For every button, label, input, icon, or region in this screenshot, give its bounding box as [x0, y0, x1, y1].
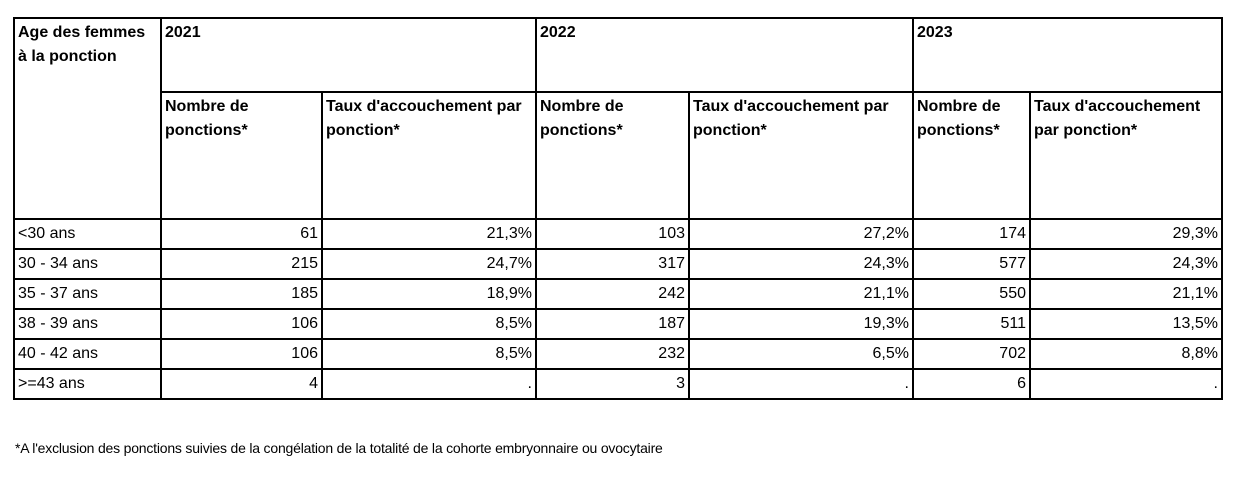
year-header-2022: 2022 [536, 18, 913, 92]
taux-2022-cell: 24,3% [689, 249, 913, 279]
ponctions-2023-cell: 550 [913, 279, 1030, 309]
table-row [14, 339, 1222, 369]
ponctions-2022-cell: 3 [536, 369, 689, 399]
subheader-row [14, 92, 1222, 219]
age-group-cell: >=43 ans [14, 369, 161, 399]
taux-2021-cell: 24,7% [322, 249, 536, 279]
taux-2021-cell: 8,5% [322, 309, 536, 339]
taux-2022-cell: 6,5% [689, 339, 913, 369]
taux-2021-cell: 21,3% [322, 219, 536, 249]
table-row [14, 249, 1222, 279]
ponctions-2022-cell: 242 [536, 279, 689, 309]
ivf-statistics-table [13, 17, 1223, 400]
table-row [14, 279, 1222, 309]
ponctions-2021-cell: 185 [161, 279, 322, 309]
taux-2022-cell: 27,2% [689, 219, 913, 249]
footnote: *A l'exclusion des ponctions suivies de la congélation de la totalité de la cohorte embryonnaire ou ovocytaire [15, 440, 663, 456]
taux-2021-cell: 18,9% [322, 279, 536, 309]
table-body [14, 219, 1222, 399]
taux-2021-cell: 8,5% [322, 339, 536, 369]
header-ponctions-2023: Nombre de ponctions* [913, 92, 1030, 219]
ponctions-2021-cell: 61 [161, 219, 322, 249]
taux-2023-cell: . [1030, 369, 1222, 399]
age-column-header: Age des femmes à la ponction [14, 18, 161, 219]
table-row [14, 369, 1222, 399]
ponctions-2022-cell: 232 [536, 339, 689, 369]
age-group-cell: 40 - 42 ans [14, 339, 161, 369]
age-group-cell: 35 - 37 ans [14, 279, 161, 309]
age-group-cell: <30 ans [14, 219, 161, 249]
year-header-2023: 2023 [913, 18, 1222, 92]
year-header-row [14, 18, 1222, 92]
table-row [14, 219, 1222, 249]
taux-2023-cell: 24,3% [1030, 249, 1222, 279]
header-ponctions-2022: Nombre de ponctions* [536, 92, 689, 219]
ponctions-2022-cell: 103 [536, 219, 689, 249]
age-group-cell: 38 - 39 ans [14, 309, 161, 339]
ponctions-2023-cell: 702 [913, 339, 1030, 369]
ponctions-2021-cell: 106 [161, 309, 322, 339]
ponctions-2021-cell: 4 [161, 369, 322, 399]
taux-2022-cell: 19,3% [689, 309, 913, 339]
ponctions-2021-cell: 215 [161, 249, 322, 279]
ponctions-2023-cell: 511 [913, 309, 1030, 339]
header-taux-2022: Taux d'accouchement par ponction* [689, 92, 913, 219]
taux-2023-cell: 29,3% [1030, 219, 1222, 249]
header-taux-2023: Taux d'accouchement par ponction* [1030, 92, 1222, 219]
taux-2023-cell: 8,8% [1030, 339, 1222, 369]
header-taux-2021: Taux d'accouchement par ponction* [322, 92, 536, 219]
taux-2022-cell: . [689, 369, 913, 399]
header-ponctions-2021: Nombre de ponctions* [161, 92, 322, 219]
taux-2023-cell: 13,5% [1030, 309, 1222, 339]
taux-2022-cell: 21,1% [689, 279, 913, 309]
ponctions-2023-cell: 577 [913, 249, 1030, 279]
year-header-2021: 2021 [161, 18, 536, 92]
taux-2021-cell: . [322, 369, 536, 399]
ponctions-2023-cell: 174 [913, 219, 1030, 249]
ponctions-2022-cell: 317 [536, 249, 689, 279]
table-row [14, 309, 1222, 339]
taux-2023-cell: 21,1% [1030, 279, 1222, 309]
ponctions-2021-cell: 106 [161, 339, 322, 369]
ponctions-2022-cell: 187 [536, 309, 689, 339]
ponctions-2023-cell: 6 [913, 369, 1030, 399]
age-group-cell: 30 - 34 ans [14, 249, 161, 279]
